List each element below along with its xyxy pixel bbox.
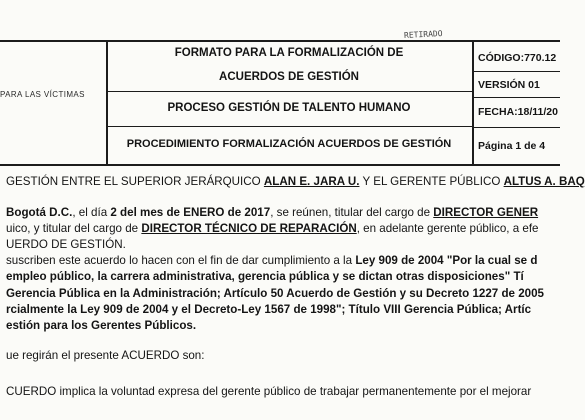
version-field: VERSIÓN 01 [478,79,540,91]
meta-row-line-3 [472,127,560,128]
p1-text-b: , se reúnen, titular del cargo de [270,206,431,219]
paragraph-2-line-4: rcialmente la Ley 909 de 2004 y el Decreto-Ley 1567 de 1998"; Título VIII Gerencia Pública; Artíc [6,303,532,316]
p1-text-a: , el día [72,206,108,219]
p2-line1-text: suscriben este acuerdo lo hacen con el fin de dar cumplimiento a la [6,254,353,267]
page-number-field: Página 1 de 4 [478,140,546,152]
manager-name: ALTUS A. BAQ [503,175,585,188]
header-row-line-1 [106,91,472,92]
format-title-line2: ACUERDOS DE GESTIÓN [219,71,359,83]
logo-text: PARA LAS VÍCTIMAS [0,90,85,99]
paragraph-2-line-5: estión para los Gerentes Públicos. [6,319,197,332]
paragraph-1-line-1 [6,205,538,222]
agreement-title [6,174,585,191]
role-superior: DIRECTOR GENER [433,206,539,219]
retired-stamp: RETIRADO [403,28,443,41]
paragraph-2-line-3: Gerencia Pública en la Administración; Artículo 50 Acuerdo de Gestión y su Decreto 1227 de 2005 [6,287,545,300]
city: Bogotá D.C. [6,206,73,219]
meeting-date: 2 del mes de ENERO de 2017 [110,206,271,219]
header-bottom-border [0,164,560,166]
title-middle: Y EL GERENTE PÚBLICO [362,175,501,188]
procedure-title: PROCEDIMIENTO FORMALIZACIÓN ACUERDOS DE GESTIÓN [126,138,452,150]
header-divider-meta [472,40,474,165]
p2-line2-text: empleo público, la carrera administrativa, gerencia pública y se dictan otras disposiciones" [6,270,511,283]
code-field: CÓDIGO:770.12 [478,52,557,64]
header-row-line-2 [106,126,472,127]
paragraph-3: ue regirán el presente ACUERDO son: [6,349,205,362]
meta-row-line-1 [472,71,560,72]
paragraph-2-line-2 [6,269,524,286]
paragraph-1-line-3: UERDO DE GESTIÓN. [6,238,126,251]
paragraph-1-line-2 [6,221,539,238]
meta-row-line-2 [472,97,560,98]
p2-line2-title: Tí [513,270,524,283]
paragraph-2-line-1 [6,253,537,270]
header-top-border [0,40,560,42]
process-title: PROCESO GESTIÓN DE TALENTO HUMANO [167,102,411,114]
superior-name: ALAN E. JARA U. [263,175,360,188]
paragraph-4: CUERDO implica la voluntad expresa del gerente público de trabajar permanentemente por el mejorar [6,385,532,398]
title-prefix: GESTIÓN ENTRE EL SUPERIOR JERÁRQUICO [6,175,261,188]
law-reference: Ley 909 de 2004 "Por la cual se d [355,254,538,267]
date-field: FECHA:18/11/20 [478,106,558,118]
format-title-line1: FORMATO PARA LA FORMALIZACIÓN DE [174,47,404,59]
p1-line2-text-a: uico, y titular del cargo de [6,222,139,235]
document-header-table [0,40,560,165]
p1-line2-text-b: , en adelante gerente público, a efe [356,222,539,235]
role-manager: DIRECTOR TÉCNICO DE REPARACIÓN [141,222,357,235]
